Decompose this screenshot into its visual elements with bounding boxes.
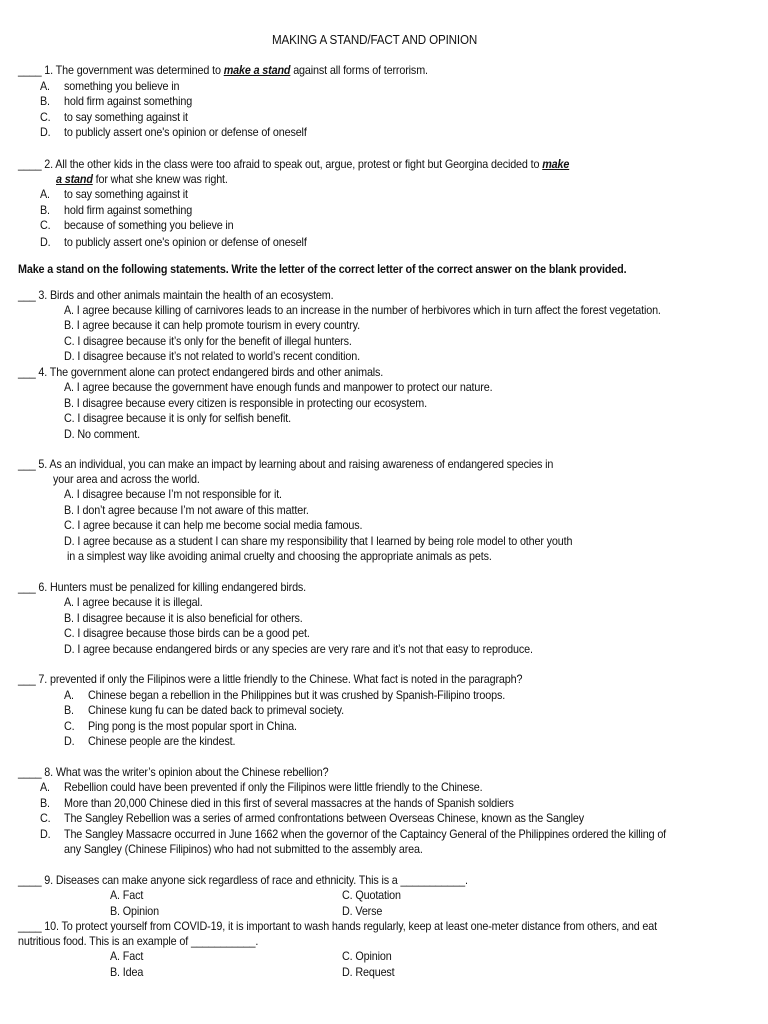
question-3-stem: ___ 3. Birds and other animals maintain the health of an ecosystem. bbox=[18, 289, 334, 302]
question-9-stem: ____ 9. Diseases can make anyone sick regardless of race and ethnicity. This is a ___________. bbox=[18, 874, 468, 887]
choice-text: to say something against it bbox=[64, 111, 188, 124]
choice-letter: D. bbox=[40, 126, 51, 139]
key-phrase: make bbox=[542, 158, 570, 171]
question-5-stem-cont: your area and across the world. bbox=[53, 473, 200, 486]
option: A. Fact bbox=[110, 889, 144, 902]
choice: A. I disagree because I’m not responsible for it. bbox=[64, 488, 282, 501]
choice-text: hold firm against something bbox=[64, 95, 193, 108]
choice-text: to publicly assert one's opinion or defense of oneself bbox=[64, 236, 307, 249]
question-1-stem: ____ 1. The government was determined to make a stand against all forms of terrorism. bbox=[18, 64, 428, 77]
choice-text: something you believe in bbox=[64, 80, 180, 93]
choice-letter: C. bbox=[40, 219, 51, 232]
choice-text: because of something you believe in bbox=[64, 219, 234, 232]
choice: A. I agree because it is illegal. bbox=[64, 596, 203, 609]
choice-text: Chinese began a rebellion in the Philippines but it was crushed by Spanish-Filipino troops. bbox=[88, 689, 506, 702]
choice: C. I agree because it can help me become social media famous. bbox=[64, 519, 363, 532]
choice: B. I disagree because it is also beneficial for others. bbox=[64, 612, 303, 625]
question-8-stem: ____ 8. What was the writer’s opinion about the Chinese rebellion? bbox=[18, 766, 329, 779]
choice-text: Ping pong is the most popular sport in China. bbox=[88, 720, 297, 733]
choice-letter: D. bbox=[40, 828, 51, 841]
choice-text: The Sangley Rebellion was a series of armed confrontations between Overseas Chinese, known as the Sangley bbox=[64, 812, 584, 825]
choice: D. No comment. bbox=[64, 428, 140, 441]
choice-text: to say something against it bbox=[64, 188, 188, 201]
answer-blank: ____ bbox=[18, 64, 42, 77]
question-7-stem: ___ 7. prevented if only the Filipinos were a little friendly to the Chinese. What fact is noted in the paragraph? bbox=[18, 673, 523, 686]
choice: D. I disagree because it’s not related to world’s recent condition. bbox=[64, 350, 360, 363]
option: D. Verse bbox=[342, 905, 383, 918]
choice: B. I agree because it can help promote tourism in every country. bbox=[64, 319, 360, 332]
option: B. Idea bbox=[110, 966, 144, 979]
key-phrase: make a stand bbox=[223, 64, 291, 77]
option: D. Request bbox=[342, 966, 395, 979]
page-title: MAKING A STAND/FACT AND OPINION bbox=[272, 33, 478, 47]
choice-letter: B. bbox=[40, 797, 50, 810]
choice: C. I disagree because it is only for selfish benefit. bbox=[64, 412, 291, 425]
choice-letter: B. bbox=[40, 204, 50, 217]
choice-letter: C. bbox=[64, 720, 75, 733]
question-10-stem-cont: nutritious food. This is an example of ___________. bbox=[18, 935, 259, 948]
question-5-stem: ___ 5. As an individual, you can make an impact by learning about and raising awareness of endangered species in bbox=[18, 458, 554, 471]
choice-text-cont: any Sangley (Chinese Filipinos) who had not submitted to the assembly area. bbox=[64, 843, 423, 856]
choice-text: to publicly assert one's opinion or defense of oneself bbox=[64, 126, 307, 139]
choice: B. I disagree because every citizen is responsible in protecting our ecosystem. bbox=[64, 397, 427, 410]
choice-letter: B. bbox=[40, 95, 50, 108]
choice-letter: D. bbox=[64, 735, 75, 748]
choice-letter: A. bbox=[40, 188, 50, 201]
choice-letter: A. bbox=[64, 689, 74, 702]
choice-letter: A. bbox=[40, 781, 50, 794]
choice: C. I disagree because it’s only for the benefit of illegal hunters. bbox=[64, 335, 352, 348]
choice-text: Rebellion could have been prevented if only the Filipinos were little friendly to the Chinese. bbox=[64, 781, 483, 794]
question-10-stem: ____ 10. To protect yourself from COVID-19, it is important to wash hands regularly, keep at least one-meter distance from others, and eat bbox=[18, 920, 657, 933]
question-2-stem-cont: a stand for what she knew was right. bbox=[56, 173, 228, 186]
question-2-stem: ____ 2. All the other kids in the class were too afraid to speak out, argue, protest or fight but Georgina decided to make bbox=[18, 158, 570, 171]
option: C. Opinion bbox=[342, 950, 392, 963]
choice-text: Chinese kung fu can be dated back to primeval society. bbox=[88, 704, 344, 717]
choice-cont: in a simplest way like avoiding animal cruelty and choosing the appropriate animals as pets. bbox=[67, 550, 492, 563]
choice: D. I agree because endangered birds or any species are very rare and it’s not that easy to reproduce. bbox=[64, 643, 533, 656]
choice: A. I agree because killing of carnivores leads to an increase in the number of herbivores which in turn affect the forest vegetation. bbox=[64, 304, 661, 317]
option: A. Fact bbox=[110, 950, 144, 963]
choice: C. I disagree because those birds can be a good pet. bbox=[64, 627, 310, 640]
option: C. Quotation bbox=[342, 889, 401, 902]
choice-letter: D. bbox=[40, 236, 51, 249]
choice-letter: C. bbox=[40, 111, 51, 124]
choice-letter: B. bbox=[64, 704, 74, 717]
choice-text: hold firm against something bbox=[64, 204, 193, 217]
question-4-stem: ___ 4. The government alone can protect endangered birds and other animals. bbox=[18, 366, 384, 379]
choice: A. I agree because the government have enough funds and manpower to protect our nature. bbox=[64, 381, 493, 394]
choice-letter: A. bbox=[40, 80, 50, 93]
choice-letter: C. bbox=[40, 812, 51, 825]
choice-text: The Sangley Massacre occurred in June 1662 when the governor of the Captaincy General of the Philippines ordered the killing of bbox=[64, 828, 667, 841]
choice-text: More than 20,000 Chinese died in this first of several massacres at the hands of Spanish soldiers bbox=[64, 797, 514, 810]
choice-text: Chinese people are the kindest. bbox=[88, 735, 236, 748]
answer-blank: ____ bbox=[18, 158, 42, 171]
choice: B. I don’t agree because I’m not aware of this matter. bbox=[64, 504, 309, 517]
choice: D. I agree because as a student I can share my responsibility that I learned by being role model to other youth bbox=[64, 535, 573, 548]
question-6-stem: ___ 6. Hunters must be penalized for killing endangered birds. bbox=[18, 581, 307, 594]
option: B. Opinion bbox=[110, 905, 159, 918]
key-phrase: a stand bbox=[56, 173, 93, 186]
instructions: Make a stand on the following statements. Write the letter of the correct letter of the correct answer on the blank provided. bbox=[18, 263, 627, 276]
